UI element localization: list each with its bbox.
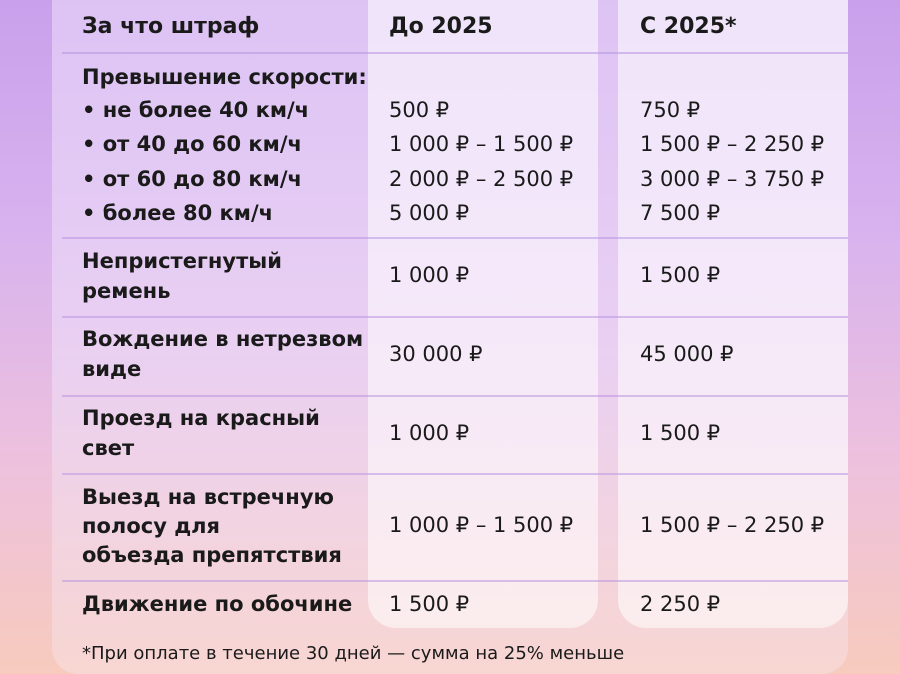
header-fine: За что штраф <box>82 14 260 39</box>
row-label: виде <box>82 357 142 381</box>
row-after: 1 500 ₽ <box>640 421 721 445</box>
speeding-row-before: 500 ₽ <box>389 98 450 122</box>
header-before-2025: До 2025 <box>389 14 493 39</box>
speeding-row-after: 3 000 ₽ – 3 750 ₽ <box>640 167 825 191</box>
speeding-row-before: 2 000 ₽ – 2 500 ₽ <box>389 167 574 191</box>
divider <box>62 237 848 239</box>
divider <box>62 52 848 54</box>
row-label: Вождение в нетрезвом <box>82 327 364 351</box>
row-after: 1 500 ₽ – 2 250 ₽ <box>640 513 825 537</box>
row-before: 1 000 ₽ – 1 500 ₽ <box>389 513 574 537</box>
row-before: 1 000 ₽ <box>389 263 470 287</box>
row-label: ремень <box>82 279 171 303</box>
row-before: 1 500 ₽ <box>389 592 470 616</box>
row-after: 1 500 ₽ <box>640 263 721 287</box>
speeding-row-label: • более 80 км/ч <box>82 201 274 225</box>
row-label: свет <box>82 436 135 460</box>
row-before: 1 000 ₽ <box>389 421 470 445</box>
speeding-title: Превышение скорости: <box>82 65 367 89</box>
row-label: Непристегнутый <box>82 249 282 273</box>
divider <box>62 580 848 582</box>
row-after: 2 250 ₽ <box>640 592 721 616</box>
row-label: Проезд на красный <box>82 406 320 430</box>
row-before: 30 000 ₽ <box>389 342 483 366</box>
speeding-row-label: • от 60 до 80 км/ч <box>82 167 302 191</box>
footnote: *При оплате в течение 30 дней — сумма на 25% меньше <box>82 643 625 664</box>
speeding-row-before: 5 000 ₽ <box>389 201 470 225</box>
speeding-row-after: 1 500 ₽ – 2 250 ₽ <box>640 132 825 156</box>
row-label: объезда препятствия <box>82 543 342 567</box>
divider <box>62 473 848 475</box>
divider <box>62 395 848 397</box>
header-from-2025: С 2025* <box>640 14 737 39</box>
row-label: полосу для <box>82 514 221 538</box>
divider <box>62 316 848 318</box>
row-after: 45 000 ₽ <box>640 342 734 366</box>
speeding-row-before: 1 000 ₽ – 1 500 ₽ <box>389 132 574 156</box>
row-label: Движение по обочине <box>82 592 353 616</box>
row-label: Выезд на встречную <box>82 485 334 509</box>
speeding-row-after: 750 ₽ <box>640 98 701 122</box>
speeding-row-after: 7 500 ₽ <box>640 201 721 225</box>
speeding-row-label: • не более 40 км/ч <box>82 98 310 122</box>
speeding-row-label: • от 40 до 60 км/ч <box>82 132 302 156</box>
